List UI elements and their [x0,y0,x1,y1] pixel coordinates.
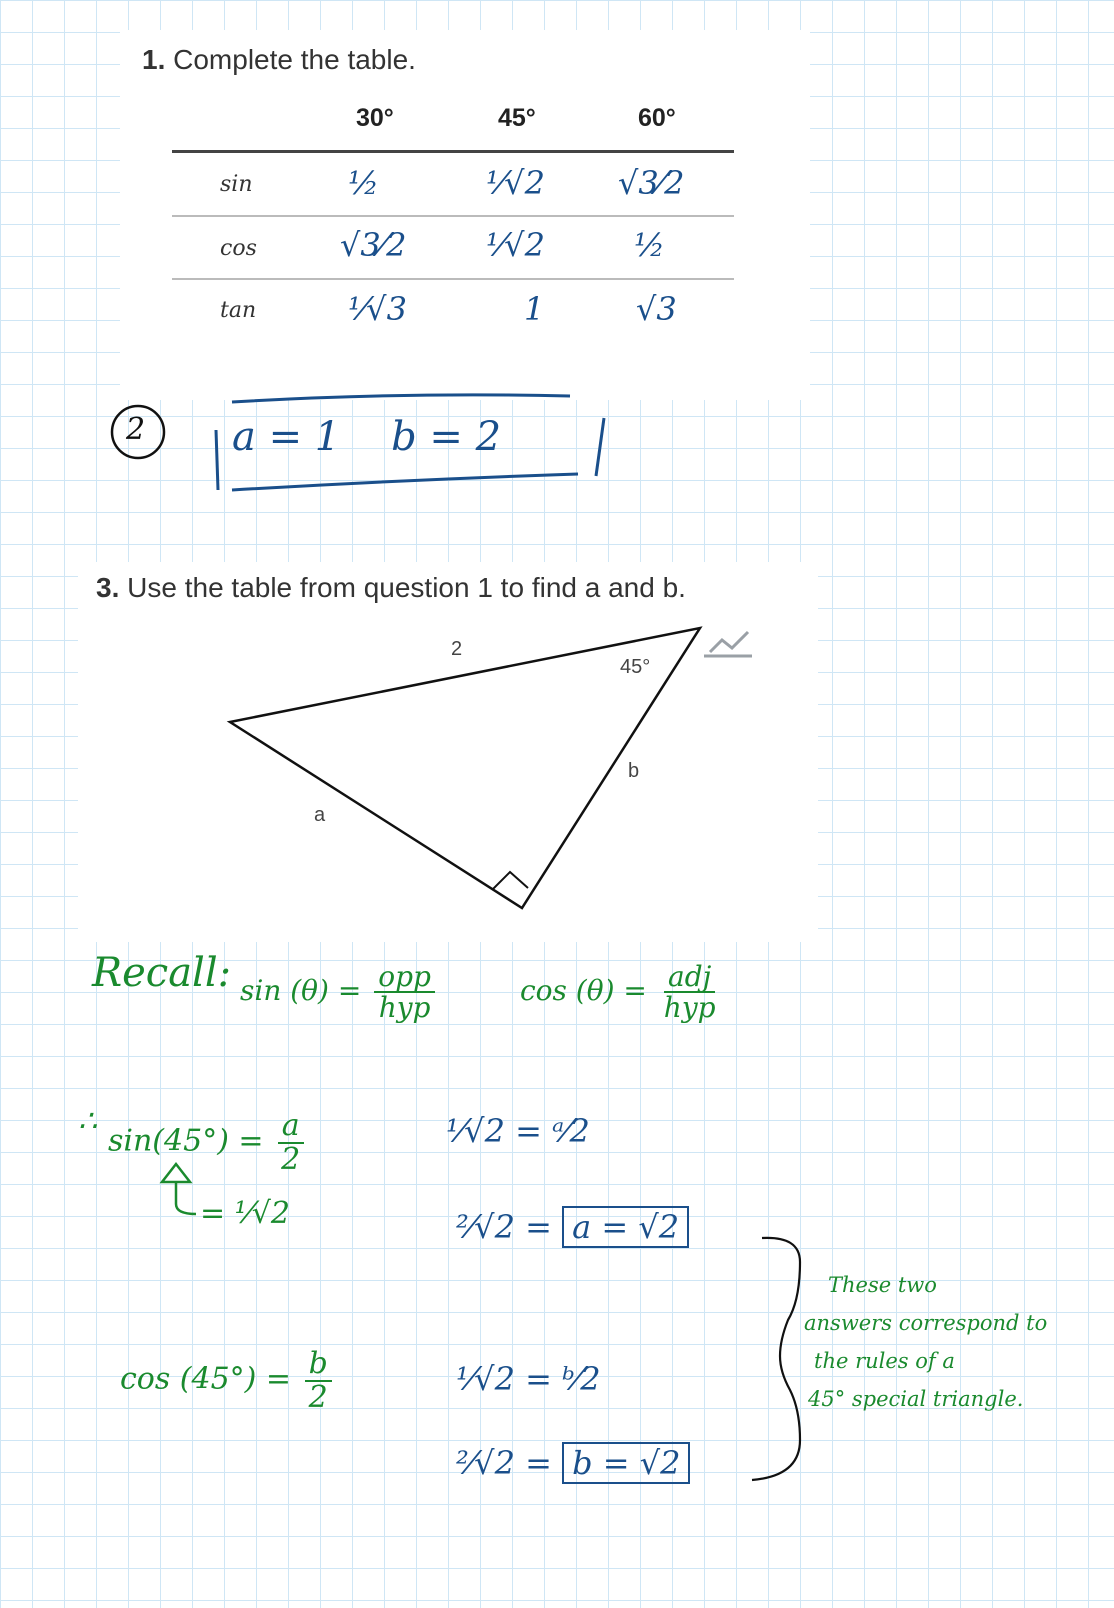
sin-def-text: sin (θ) = [240,973,362,1007]
hypotenuse-label: 2 [451,638,463,660]
cell-sin-45: ¹⁄√2 [486,164,545,202]
sin45-num: a [278,1110,304,1144]
header-60: 60° [638,104,676,132]
eq-a-step1: ¹⁄√2 = ᵃ⁄2 [446,1112,590,1150]
question-3-text: Use the table from question 1 to find a and b. [127,572,686,603]
sin45-lhs: sin(45°) = [108,1123,264,1159]
cell-sin-30: ½ [348,164,380,202]
question-1-text: Complete the table. [173,44,416,75]
eq-a-step2-lhs: ²⁄√2 = [456,1208,552,1246]
cell-tan-45: 1 [524,290,545,328]
side-a-label: a [314,804,326,826]
side-note-line-3: the rules of a [814,1349,955,1373]
cos45-den: 2 [308,1379,328,1415]
cell-cos-60: ½ [634,226,666,264]
row-label-sin: sin [220,172,253,197]
cell-sin-60: √3⁄2 [618,164,685,202]
cos-def-den: hyp [663,991,716,1025]
cos45-lhs: cos (45°) = [120,1361,292,1397]
cell-tan-60: √3 [636,290,677,328]
cos-def-text: cos (θ) = [520,973,647,1007]
answer-2-number: 2 [126,412,146,447]
cell-cos-45: ¹⁄√2 [486,226,545,264]
row-label-tan: tan [220,298,257,323]
side-note [804,1266,1082,1418]
side-note-line-4: 45° special triangle. [808,1387,1024,1411]
cell-cos-30: √3⁄2 [340,226,407,264]
eq-b-step1: ¹⁄√2 = ᵇ⁄2 [456,1360,601,1398]
question-3-number: 3. [96,572,120,603]
sin45-note: = ¹⁄√2 [200,1196,290,1231]
cos45-num: b [305,1348,332,1382]
sin-def-den: hyp [378,991,431,1025]
sin45-den: 2 [281,1141,301,1177]
question-1-number: 1. [142,44,166,75]
cos-def-num: adj [664,962,715,993]
answer-2-text: a = 1 b = 2 [232,414,502,460]
eq-b-step2-lhs: ²⁄√2 = [456,1444,552,1482]
row-label-cos: cos [220,236,257,261]
angle-label: 45° [620,656,651,678]
header-30: 30° [356,104,394,132]
recall-label: Recall: [92,950,232,996]
answer-b-box: b = √2 [562,1442,690,1484]
answer-a-box: a = √2 [562,1206,689,1248]
side-note-line-2: answers correspond to [804,1311,1048,1335]
side-note-line-1: These two [828,1273,937,1297]
sin-def-num: opp [374,962,435,993]
header-45: 45° [498,104,536,132]
cell-tan-30: ¹⁄√3 [348,290,407,328]
therefore-symbol: ∴ [78,1104,98,1139]
side-b-label: b [628,760,640,782]
